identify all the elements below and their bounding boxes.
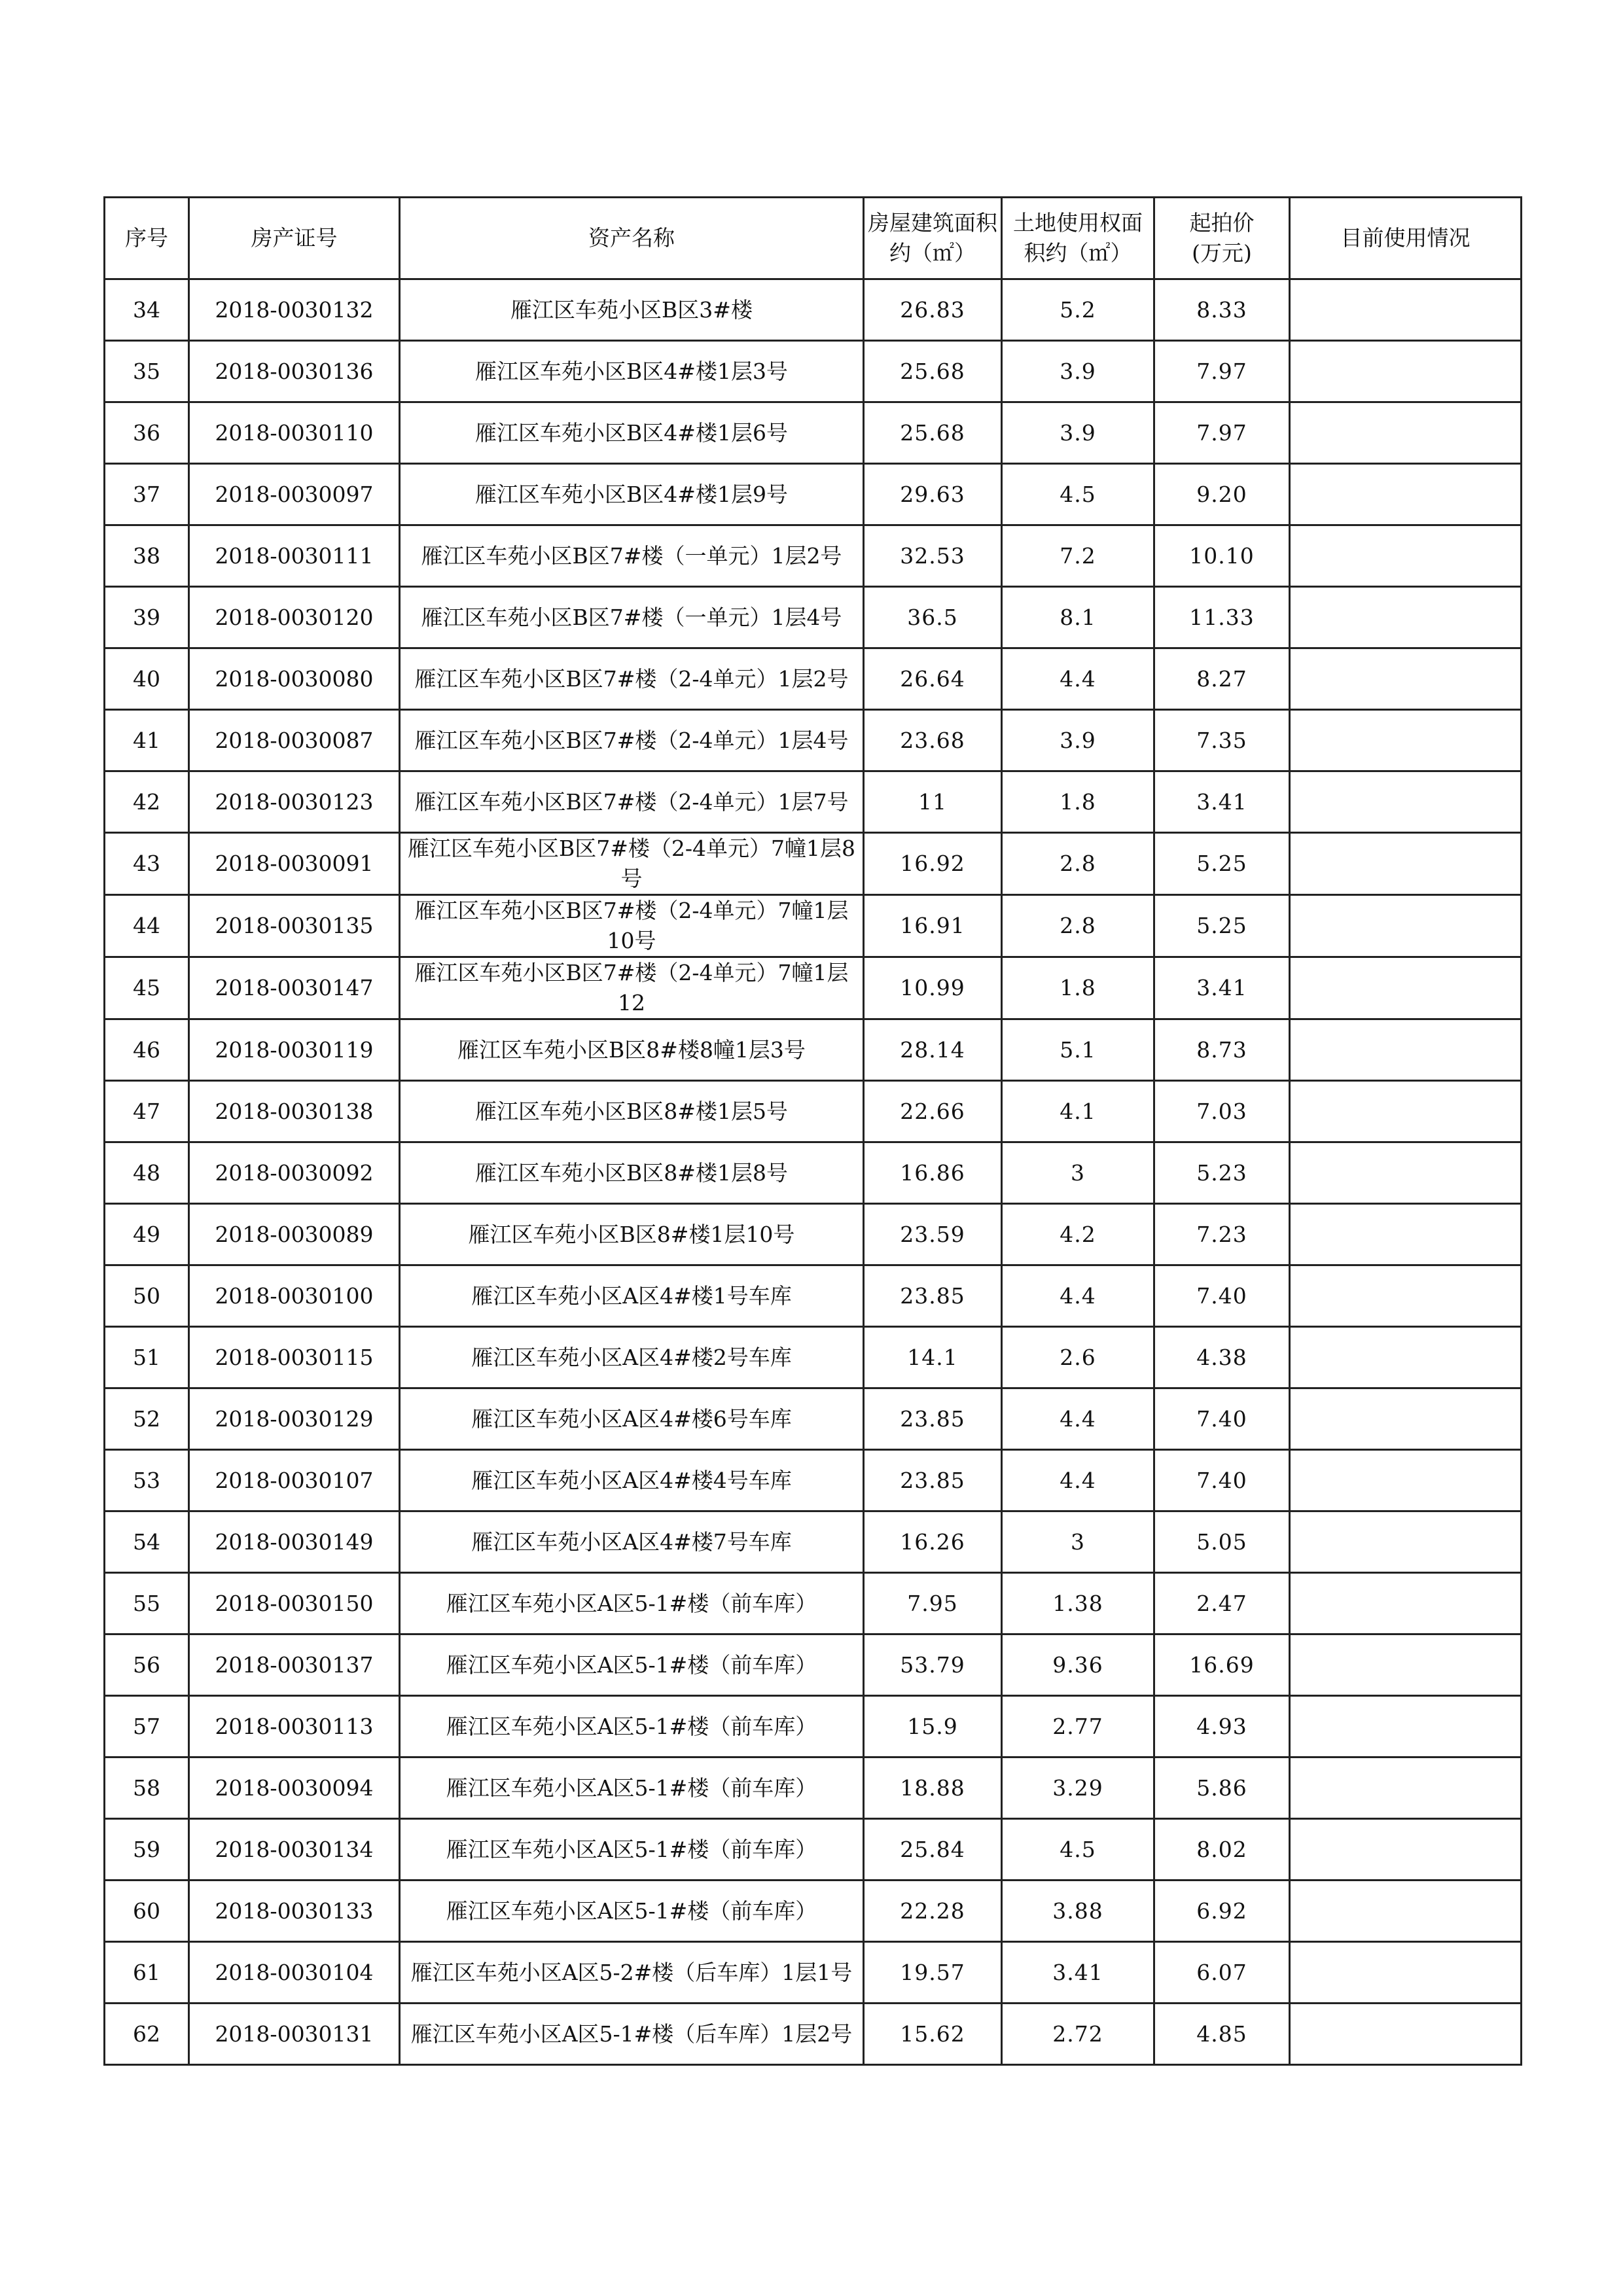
building-area-cell: 19.57 (864, 1942, 1002, 2004)
building-area-cell: 22.28 (864, 1881, 1002, 1942)
asset-name-cell: 雁江区车苑小区A区4#楼6号车库 (400, 1388, 864, 1450)
asset-name-cell: 雁江区车苑小区B区7#楼（一单元）1层4号 (400, 587, 864, 648)
seq-cell: 47 (105, 1081, 189, 1142)
usage-cell (1290, 1388, 1522, 1450)
land-area-cell: 2.6 (1002, 1327, 1154, 1388)
header-row (105, 198, 1522, 279)
building-area-cell: 25.84 (864, 1819, 1002, 1881)
seq-cell: 34 (105, 279, 189, 341)
usage-cell (1290, 648, 1522, 710)
table-row (105, 341, 1522, 402)
start-price-cell: 7.97 (1154, 402, 1290, 464)
land-area-cell: 4.2 (1002, 1204, 1154, 1265)
table-row (105, 1881, 1522, 1942)
cert-number-cell: 2018-0030129 (189, 1388, 400, 1450)
asset-name-cell: 雁江区车苑小区B区4#楼1层6号 (400, 402, 864, 464)
table-row (105, 1511, 1522, 1573)
building-area-cell: 16.92 (864, 833, 1002, 895)
col-land-area-header: 土地使用权面积约（㎡） (1002, 198, 1154, 279)
table-row (105, 1204, 1522, 1265)
col-usage-header: 目前使用情况 (1290, 198, 1522, 279)
table-header (105, 198, 1522, 279)
cert-number-cell: 2018-0030089 (189, 1204, 400, 1265)
land-area-cell: 4.4 (1002, 1265, 1154, 1327)
start-price-cell: 8.73 (1154, 1019, 1290, 1081)
usage-cell (1290, 710, 1522, 771)
land-area-cell: 4.4 (1002, 1388, 1154, 1450)
table-row (105, 2004, 1522, 2065)
table-row (105, 957, 1522, 1019)
land-area-cell: 2.77 (1002, 1696, 1154, 1757)
land-area-cell: 3.9 (1002, 710, 1154, 771)
seq-cell: 62 (105, 2004, 189, 2065)
building-area-cell: 22.66 (864, 1081, 1002, 1142)
building-area-cell: 23.68 (864, 710, 1002, 771)
seq-cell: 54 (105, 1511, 189, 1573)
cert-number-cell: 2018-0030080 (189, 648, 400, 710)
land-area-cell: 4.5 (1002, 1819, 1154, 1881)
land-area-cell: 3.88 (1002, 1881, 1154, 1942)
table-row (105, 1081, 1522, 1142)
table-row (105, 1634, 1522, 1696)
cert-number-cell: 2018-0030135 (189, 895, 400, 957)
table-row (105, 648, 1522, 710)
asset-name-cell: 雁江区车苑小区B区7#楼（2-4单元）1层4号 (400, 710, 864, 771)
land-area-cell: 4.1 (1002, 1081, 1154, 1142)
usage-cell (1290, 1450, 1522, 1511)
building-area-cell: 23.85 (864, 1265, 1002, 1327)
land-area-cell: 3 (1002, 1142, 1154, 1204)
asset-name-cell: 雁江区车苑小区A区5-1#楼（后车库）1层2号 (400, 2004, 864, 2065)
building-area-cell: 23.59 (864, 1204, 1002, 1265)
seq-cell: 59 (105, 1819, 189, 1881)
start-price-cell: 7.35 (1154, 710, 1290, 771)
table-row (105, 464, 1522, 525)
land-area-cell: 3.41 (1002, 1942, 1154, 2004)
cert-number-cell: 2018-0030136 (189, 341, 400, 402)
cert-number-cell: 2018-0030134 (189, 1819, 400, 1881)
cert-number-cell: 2018-0030110 (189, 402, 400, 464)
col-start-price-header: 起拍价 (万元) (1154, 198, 1290, 279)
start-price-cell: 8.33 (1154, 279, 1290, 341)
cert-number-cell: 2018-0030111 (189, 525, 400, 587)
cert-number-cell: 2018-0030123 (189, 771, 400, 833)
land-area-cell: 4.5 (1002, 464, 1154, 525)
building-area-cell: 15.9 (864, 1696, 1002, 1757)
start-price-cell: 10.10 (1154, 525, 1290, 587)
cert-number-cell: 2018-0030149 (189, 1511, 400, 1573)
table-row (105, 587, 1522, 648)
seq-cell: 53 (105, 1450, 189, 1511)
land-area-cell: 7.2 (1002, 525, 1154, 587)
table-row (105, 895, 1522, 957)
seq-cell: 45 (105, 957, 189, 1019)
usage-cell (1290, 1696, 1522, 1757)
col-cert-header: 房产证号 (189, 198, 400, 279)
building-area-cell: 10.99 (864, 957, 1002, 1019)
building-area-cell: 25.68 (864, 341, 1002, 402)
seq-cell: 58 (105, 1757, 189, 1819)
building-area-cell: 36.5 (864, 587, 1002, 648)
seq-cell: 40 (105, 648, 189, 710)
table-row (105, 1696, 1522, 1757)
start-price-cell: 3.41 (1154, 957, 1290, 1019)
usage-cell (1290, 587, 1522, 648)
table-row (105, 710, 1522, 771)
asset-name-cell: 雁江区车苑小区A区4#楼1号车库 (400, 1265, 864, 1327)
asset-table (103, 196, 1522, 2066)
land-area-cell: 3.9 (1002, 341, 1154, 402)
cert-number-cell: 2018-0030119 (189, 1019, 400, 1081)
building-area-cell: 25.68 (864, 402, 1002, 464)
usage-cell (1290, 1265, 1522, 1327)
building-area-cell: 53.79 (864, 1634, 1002, 1696)
start-price-cell: 5.23 (1154, 1142, 1290, 1204)
usage-cell (1290, 895, 1522, 957)
table-row (105, 1327, 1522, 1388)
cert-number-cell: 2018-0030147 (189, 957, 400, 1019)
land-area-cell: 5.2 (1002, 279, 1154, 341)
seq-cell: 51 (105, 1327, 189, 1388)
asset-name-cell: 雁江区车苑小区A区5-1#楼（前车库） (400, 1757, 864, 1819)
usage-cell (1290, 1511, 1522, 1573)
usage-cell (1290, 1819, 1522, 1881)
start-price-cell: 8.02 (1154, 1819, 1290, 1881)
asset-name-cell: 雁江区车苑小区B区7#楼（2-4单元）1层2号 (400, 648, 864, 710)
asset-name-cell: 雁江区车苑小区B区4#楼1层3号 (400, 341, 864, 402)
start-price-cell: 2.47 (1154, 1573, 1290, 1634)
asset-name-cell: 雁江区车苑小区B区4#楼1层9号 (400, 464, 864, 525)
land-area-cell: 1.8 (1002, 771, 1154, 833)
seq-cell: 43 (105, 833, 189, 895)
asset-name-cell: 雁江区车苑小区B区3#楼 (400, 279, 864, 341)
usage-cell (1290, 771, 1522, 833)
cert-number-cell: 2018-0030150 (189, 1573, 400, 1634)
table-row (105, 833, 1522, 895)
start-price-cell: 5.25 (1154, 833, 1290, 895)
start-price-cell: 4.93 (1154, 1696, 1290, 1757)
asset-name-cell: 雁江区车苑小区B区7#楼（2-4单元）7幢1层8号 (400, 833, 864, 895)
cert-number-cell: 2018-0030104 (189, 1942, 400, 2004)
start-price-cell: 11.33 (1154, 587, 1290, 648)
table-row (105, 1450, 1522, 1511)
building-area-cell: 26.83 (864, 279, 1002, 341)
cert-number-cell: 2018-0030087 (189, 710, 400, 771)
seq-cell: 39 (105, 587, 189, 648)
seq-cell: 61 (105, 1942, 189, 2004)
asset-name-cell: 雁江区车苑小区B区8#楼1层8号 (400, 1142, 864, 1204)
asset-name-cell: 雁江区车苑小区A区5-1#楼（前车库） (400, 1819, 864, 1881)
start-price-cell: 6.07 (1154, 1942, 1290, 2004)
usage-cell (1290, 1757, 1522, 1819)
land-area-cell: 5.1 (1002, 1019, 1154, 1081)
building-area-cell: 11 (864, 771, 1002, 833)
table-row (105, 1942, 1522, 2004)
building-area-cell: 26.64 (864, 648, 1002, 710)
start-price-cell: 8.27 (1154, 648, 1290, 710)
table-row (105, 771, 1522, 833)
start-price-cell: 7.23 (1154, 1204, 1290, 1265)
asset-name-cell: 雁江区车苑小区B区8#楼1层5号 (400, 1081, 864, 1142)
cert-number-cell: 2018-0030094 (189, 1757, 400, 1819)
land-area-cell: 3.29 (1002, 1757, 1154, 1819)
seq-cell: 44 (105, 895, 189, 957)
cert-number-cell: 2018-0030138 (189, 1081, 400, 1142)
land-area-cell: 4.4 (1002, 1450, 1154, 1511)
asset-name-cell: 雁江区车苑小区A区4#楼4号车库 (400, 1450, 864, 1511)
seq-cell: 52 (105, 1388, 189, 1450)
usage-cell (1290, 1204, 1522, 1265)
building-area-cell: 23.85 (864, 1388, 1002, 1450)
seq-cell: 55 (105, 1573, 189, 1634)
seq-cell: 37 (105, 464, 189, 525)
start-price-cell: 7.40 (1154, 1388, 1290, 1450)
seq-cell: 56 (105, 1634, 189, 1696)
start-price-cell: 16.69 (1154, 1634, 1290, 1696)
seq-cell: 42 (105, 771, 189, 833)
seq-cell: 50 (105, 1265, 189, 1327)
table-row (105, 1142, 1522, 1204)
land-area-cell: 3 (1002, 1511, 1154, 1573)
start-price-cell: 4.38 (1154, 1327, 1290, 1388)
land-area-cell: 3.9 (1002, 402, 1154, 464)
table-row (105, 279, 1522, 341)
asset-name-cell: 雁江区车苑小区B区7#楼（2-4单元）1层7号 (400, 771, 864, 833)
table-row (105, 402, 1522, 464)
usage-cell (1290, 1634, 1522, 1696)
cert-number-cell: 2018-0030120 (189, 587, 400, 648)
col-seq-header: 序号 (105, 198, 189, 279)
usage-cell (1290, 1081, 1522, 1142)
land-area-cell: 1.38 (1002, 1573, 1154, 1634)
asset-name-cell: 雁江区车苑小区A区5-2#楼（后车库）1层1号 (400, 1942, 864, 2004)
land-area-cell: 9.36 (1002, 1634, 1154, 1696)
asset-name-cell: 雁江区车苑小区A区4#楼7号车库 (400, 1511, 864, 1573)
table-row (105, 1019, 1522, 1081)
usage-cell (1290, 402, 1522, 464)
cert-number-cell: 2018-0030107 (189, 1450, 400, 1511)
cert-number-cell: 2018-0030092 (189, 1142, 400, 1204)
building-area-cell: 29.63 (864, 464, 1002, 525)
land-area-cell: 8.1 (1002, 587, 1154, 648)
building-area-cell: 18.88 (864, 1757, 1002, 1819)
usage-cell (1290, 833, 1522, 895)
usage-cell (1290, 957, 1522, 1019)
building-area-cell: 23.85 (864, 1450, 1002, 1511)
start-price-cell: 5.25 (1154, 895, 1290, 957)
land-area-cell: 2.8 (1002, 895, 1154, 957)
cert-number-cell: 2018-0030113 (189, 1696, 400, 1757)
start-price-cell: 7.97 (1154, 341, 1290, 402)
cert-number-cell: 2018-0030137 (189, 1634, 400, 1696)
usage-cell (1290, 341, 1522, 402)
usage-cell (1290, 2004, 1522, 2065)
start-price-cell: 7.40 (1154, 1265, 1290, 1327)
table-row (105, 1573, 1522, 1634)
cert-number-cell: 2018-0030132 (189, 279, 400, 341)
start-price-cell: 5.86 (1154, 1757, 1290, 1819)
table-body (105, 279, 1522, 2065)
asset-name-cell: 雁江区车苑小区A区5-1#楼（前车库） (400, 1573, 864, 1634)
seq-cell: 46 (105, 1019, 189, 1081)
cert-number-cell: 2018-0030115 (189, 1327, 400, 1388)
land-area-cell: 2.72 (1002, 2004, 1154, 2065)
start-price-cell: 4.85 (1154, 2004, 1290, 2065)
asset-name-cell: 雁江区车苑小区A区5-1#楼（前车库） (400, 1881, 864, 1942)
seq-cell: 38 (105, 525, 189, 587)
building-area-cell: 16.26 (864, 1511, 1002, 1573)
usage-cell (1290, 1142, 1522, 1204)
cert-number-cell: 2018-0030133 (189, 1881, 400, 1942)
usage-cell (1290, 1327, 1522, 1388)
usage-cell (1290, 1573, 1522, 1634)
building-area-cell: 7.95 (864, 1573, 1002, 1634)
asset-name-cell: 雁江区车苑小区A区5-1#楼（前车库） (400, 1696, 864, 1757)
cert-number-cell: 2018-0030131 (189, 2004, 400, 2065)
start-price-cell: 7.03 (1154, 1081, 1290, 1142)
asset-name-cell: 雁江区车苑小区B区7#楼（2-4单元）7幢1层10号 (400, 895, 864, 957)
usage-cell (1290, 525, 1522, 587)
col-building-area-header: 房屋建筑面积约（㎡） (864, 198, 1002, 279)
land-area-cell: 4.4 (1002, 648, 1154, 710)
cert-number-cell: 2018-0030100 (189, 1265, 400, 1327)
start-price-cell: 5.05 (1154, 1511, 1290, 1573)
table-row (105, 1388, 1522, 1450)
building-area-cell: 32.53 (864, 525, 1002, 587)
seq-cell: 41 (105, 710, 189, 771)
building-area-cell: 15.62 (864, 2004, 1002, 2065)
seq-cell: 57 (105, 1696, 189, 1757)
col-asset-name-header: 资产名称 (400, 198, 864, 279)
seq-cell: 36 (105, 402, 189, 464)
table-row (105, 1265, 1522, 1327)
table-row (105, 525, 1522, 587)
cert-number-cell: 2018-0030097 (189, 464, 400, 525)
usage-cell (1290, 279, 1522, 341)
asset-name-cell: 雁江区车苑小区B区7#楼（一单元）1层2号 (400, 525, 864, 587)
usage-cell (1290, 1019, 1522, 1081)
seq-cell: 48 (105, 1142, 189, 1204)
usage-cell (1290, 1942, 1522, 2004)
start-price-cell: 7.40 (1154, 1450, 1290, 1511)
start-price-cell: 6.92 (1154, 1881, 1290, 1942)
table-row (105, 1757, 1522, 1819)
building-area-cell: 28.14 (864, 1019, 1002, 1081)
seq-cell: 60 (105, 1881, 189, 1942)
seq-cell: 49 (105, 1204, 189, 1265)
asset-name-cell: 雁江区车苑小区B区7#楼（2-4单元）7幢1层12 (400, 957, 864, 1019)
start-price-cell: 3.41 (1154, 771, 1290, 833)
cert-number-cell: 2018-0030091 (189, 833, 400, 895)
land-area-cell: 2.8 (1002, 833, 1154, 895)
seq-cell: 35 (105, 341, 189, 402)
building-area-cell: 16.91 (864, 895, 1002, 957)
asset-name-cell: 雁江区车苑小区B区8#楼8幢1层3号 (400, 1019, 864, 1081)
building-area-cell: 16.86 (864, 1142, 1002, 1204)
asset-name-cell: 雁江区车苑小区B区8#楼1层10号 (400, 1204, 864, 1265)
usage-cell (1290, 464, 1522, 525)
table-row (105, 1819, 1522, 1881)
asset-name-cell: 雁江区车苑小区A区5-1#楼（前车库） (400, 1634, 864, 1696)
usage-cell (1290, 1881, 1522, 1942)
asset-name-cell: 雁江区车苑小区A区4#楼2号车库 (400, 1327, 864, 1388)
land-area-cell: 1.8 (1002, 957, 1154, 1019)
building-area-cell: 14.1 (864, 1327, 1002, 1388)
start-price-cell: 9.20 (1154, 464, 1290, 525)
